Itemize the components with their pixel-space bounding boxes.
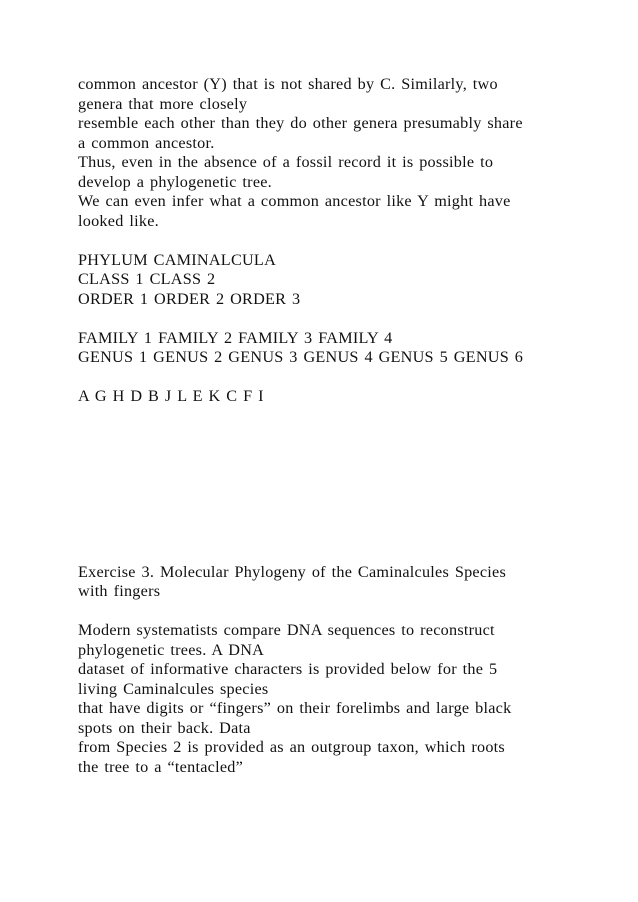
text-line: living Caminalcules species <box>78 679 269 698</box>
exercise-3-body <box>78 621 578 777</box>
text-line: We can even infer what a common ancestor like Y might have <box>78 192 511 210</box>
text-line: spots on their back. Data <box>78 718 251 737</box>
heading-line: Exercise 3. Molecular Phylogeny of the Caminalcules Species <box>78 562 507 581</box>
text-line: the tree to a “tentacled” <box>78 757 244 776</box>
text-line: that have digits or “fingers” on their forelimbs and large black <box>78 699 512 717</box>
spacer <box>78 602 578 622</box>
text-line: develop a phylogenetic tree. <box>78 172 272 191</box>
text-line: a common ancestor. <box>78 133 215 152</box>
intro-paragraph <box>78 75 578 231</box>
blank-space <box>78 407 578 563</box>
order-line: ORDER 1 ORDER 2 ORDER 3 <box>78 289 301 308</box>
text-line: resemble each other than they do other genera presumably share <box>78 114 523 132</box>
heading-line: with fingers <box>78 582 161 600</box>
spacer <box>78 231 578 251</box>
text-line: common ancestor (Y) that is not shared by C. Similarly, two <box>78 75 498 93</box>
text-line: Modern systematists compare DNA sequences to reconstruct <box>78 621 495 639</box>
text-line: dataset of informative characters is provided below for the 5 <box>78 660 498 678</box>
text-line: from Species 2 is provided as an outgroup taxon, which roots <box>78 738 505 756</box>
family-line: FAMILY 1 FAMILY 2 FAMILY 3 FAMILY 4 <box>78 328 393 347</box>
spacer <box>78 309 578 329</box>
text-line: genera that more closely <box>78 94 248 113</box>
genus-line: GENUS 1 GENUS 2 GENUS 3 GENUS 4 GENUS 5 GENUS 6 <box>78 348 524 366</box>
text-line: looked like. <box>78 211 159 230</box>
taxonomy-block <box>78 251 578 407</box>
species-line: A G H D B J L E K C F I <box>78 387 264 405</box>
spacer <box>78 368 578 388</box>
exercise-3-heading <box>78 563 578 602</box>
text-line: Thus, even in the absence of a fossil record it is possible to <box>78 153 494 171</box>
phylum-line: PHYLUM CAMINALCULA <box>78 250 277 269</box>
document-page <box>78 75 578 777</box>
class-line: CLASS 1 CLASS 2 <box>78 270 216 288</box>
text-line: phylogenetic trees. A DNA <box>78 640 265 659</box>
